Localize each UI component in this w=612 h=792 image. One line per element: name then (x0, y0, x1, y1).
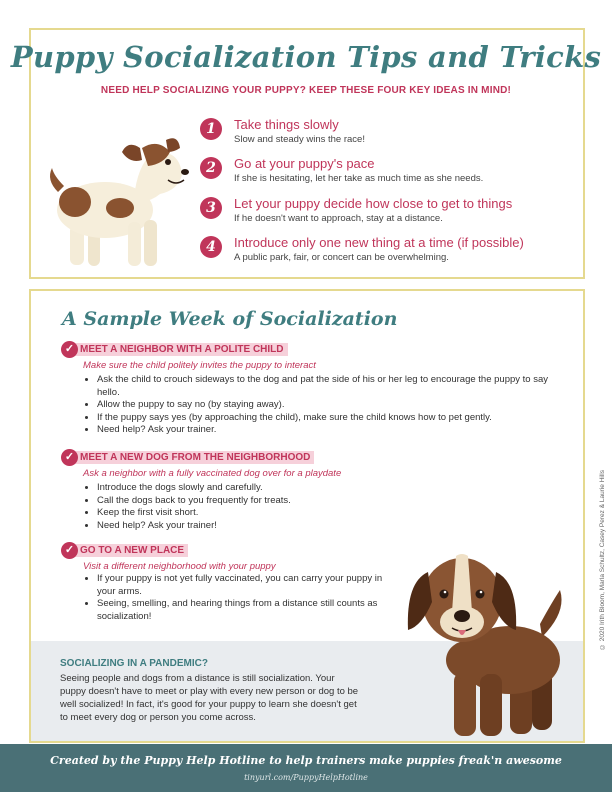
page-title: Puppy Socialization Tips and Tricks (10, 40, 602, 74)
activity-bullets (83, 573, 397, 623)
brown-puppy-illustration (392, 542, 582, 742)
tip-number: 1 (200, 118, 222, 140)
pandemic-title: SOCIALIZING IN A PANDEMIC? (60, 658, 208, 669)
page-subtitle: NEED HELP SOCIALIZING YOUR PUPPY? KEEP THESE FOUR KEY IDEAS IN MIND! (100, 85, 512, 96)
terrier-puppy-illustration (40, 130, 190, 270)
tip-number: 4 (200, 236, 222, 258)
list-item: • Allow the puppy to say no (by staying away). (97, 399, 567, 412)
pandemic-text: Seeing people and dogs from a distance is still socialization. Your puppy doesn't have to meet or play with every new person or dog to be well socialized! In fact, it's good for your puppy to learn she doesn't get to meet every dog or person you come across. (60, 673, 359, 723)
footer (0, 744, 612, 792)
list-item: • If your puppy is not yet fully vaccinated, you can carry your puppy in your arms. (97, 573, 397, 598)
activity-subtitle: Make sure the child politely invites the puppy to interact (83, 360, 316, 371)
tip-text: A public park, fair, or concert can be overwhelming. (234, 252, 449, 263)
list-item: • Ask the child to crouch sideways to the dog and pat the side of his or her leg to encourage the puppy to say hello. (97, 374, 567, 399)
check-icon: ✓ (61, 449, 78, 466)
check-icon: ✓ (61, 341, 78, 358)
activity-subtitle: Visit a different neighborhood with your puppy (83, 561, 276, 572)
activity-bullets (83, 374, 567, 437)
tip-text: Slow and steady wins the race! (234, 134, 365, 145)
check-icon: ✓ (61, 542, 78, 559)
tip-text: If he doesn't want to approach, stay at a distance. (234, 213, 443, 224)
activity-bullets (83, 482, 517, 532)
footer-text: Created by the Puppy Help Hotline to help trainers make puppies freak'n awesome (50, 754, 562, 767)
tip-number: 3 (200, 197, 222, 219)
tip-number: 2 (200, 157, 222, 179)
activity-label: MEET A NEIGHBOR WITH A POLITE CHILD (69, 343, 288, 356)
list-item: • Introduce the dogs slowly and carefully. (97, 482, 517, 495)
footer-url[interactable]: tinyurl.com/PuppyHelpHotline (244, 773, 368, 782)
activity-label: GO TO A NEW PLACE (69, 544, 188, 557)
section-title: A Sample Week of Socialization (62, 308, 398, 330)
copyright-credit: © 2020 Irith Bloom, Marla Schultz, Casey Perez & Laurie Hills (599, 470, 606, 651)
tip-title: Take things slowly (234, 117, 339, 132)
list-item: • Call the dogs back to you frequently for treats. (97, 495, 517, 508)
list-item: • Need help? Ask your trainer! (97, 520, 517, 533)
list-item: • Seeing, smelling, and hearing things from a distance still counts as socialization! (97, 598, 397, 623)
list-item: • Keep the first visit short. (97, 507, 517, 520)
activity-subtitle: Ask a neighbor with a fully vaccinated dog over for a playdate (83, 468, 342, 479)
tip-title: Let your puppy decide how close to get to things (234, 196, 513, 211)
tip-title: Introduce only one new thing at a time (if possible) (234, 235, 524, 250)
list-item: • If the puppy says yes (by approaching the child), make sure the child knows how to pet gently. (97, 412, 567, 425)
tip-text: If she is hesitating, let her take as much time as she needs. (234, 173, 484, 184)
activity-label: MEET A NEW DOG FROM THE NEIGHBORHOOD (69, 451, 314, 464)
tip-title: Go at your puppy's pace (234, 156, 375, 171)
list-item: • Need help? Ask your trainer. (97, 424, 567, 437)
